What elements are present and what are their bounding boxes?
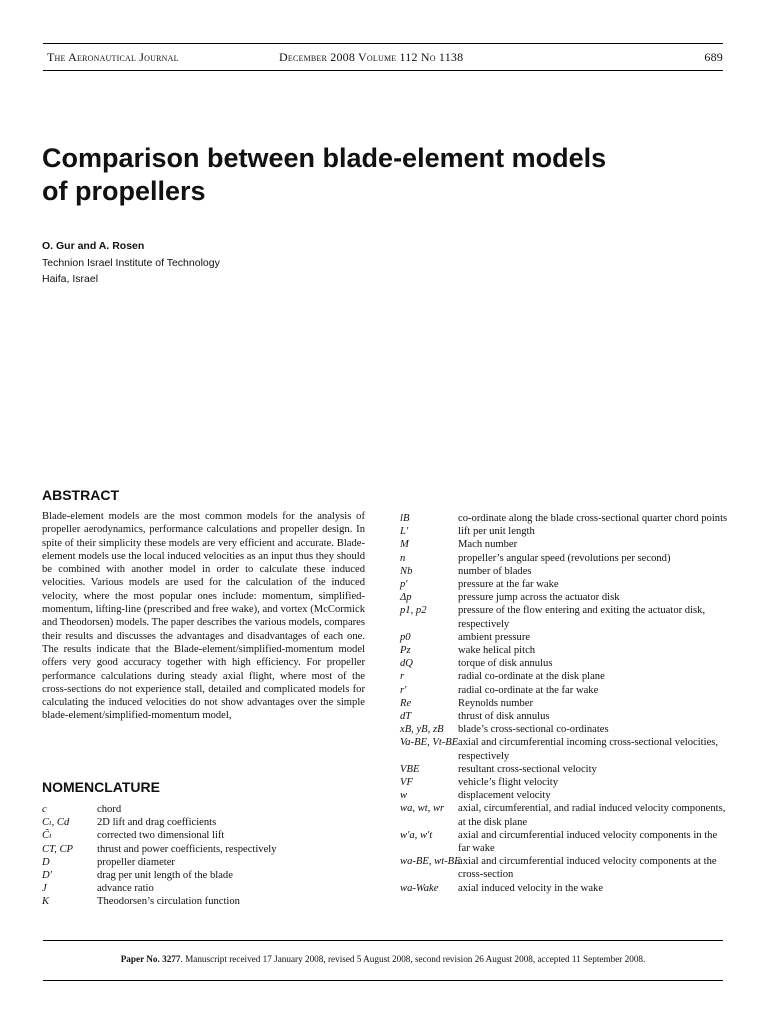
nomenclature-symbol: wa-BE, wt-BE (400, 856, 461, 868)
nomenclature-row (42, 816, 372, 829)
nomenclature-row (42, 803, 372, 816)
nomenclature-symbol: VBE (400, 763, 420, 775)
nomenclature-row (400, 631, 728, 644)
nomenclature-row (400, 538, 728, 551)
nomenclature-symbol: n (400, 552, 406, 564)
nomenclature-row (400, 776, 728, 789)
affiliation (42, 256, 220, 287)
nomenclature-row (400, 512, 728, 525)
nomenclature-row (400, 763, 728, 776)
nomenclature-definition: lift per unit length (458, 526, 535, 538)
nomenclature-definition: 2D lift and drag coefficients (97, 817, 217, 829)
paper-title-line: Comparison between blade-element models (42, 143, 607, 173)
header-bottom-rule (43, 70, 723, 71)
nomenclature-row (42, 869, 372, 882)
nomenclature-symbol: w′a, w′t (400, 829, 433, 841)
nomenclature-row (400, 882, 728, 895)
nomenclature-definition: displacement velocity (458, 790, 551, 802)
nomenclature-definition: Theodorsen’s circulation function (97, 896, 240, 908)
nomenclature-symbol: p1, p2 (400, 605, 427, 617)
running-header (43, 50, 723, 66)
nomenclature-symbol: Nb (400, 565, 413, 577)
nomenclature-row (400, 684, 728, 697)
authors: O. Gur and A. Rosen (42, 240, 145, 252)
nomenclature-row (400, 802, 728, 828)
nomenclature-symbol: wa-Wake (400, 882, 439, 894)
nomenclature-symbol: c (42, 804, 47, 815)
footnote-bottom-rule (43, 980, 723, 981)
nomenclature-definition: axial and circumferential incoming cross-sectional velocities, respectively (458, 737, 719, 762)
nomenclature-definition: vehicle’s flight velocity (458, 777, 559, 789)
nomenclature-heading: NOMENCLATURE (42, 779, 160, 795)
nomenclature-list-right (400, 512, 728, 895)
nomenclature-symbol: p0 (400, 631, 411, 643)
nomenclature-definition: blade’s cross-sectional co-ordinates (458, 724, 609, 736)
abstract-heading: ABSTRACT (42, 487, 119, 503)
paper-number: Paper No. 3277 (120, 954, 181, 964)
nomenclature-definition: thrust of disk annulus (458, 711, 550, 723)
nomenclature-row (400, 710, 728, 723)
nomenclature-symbol: Pz (400, 645, 411, 657)
paper-title (42, 142, 722, 208)
nomenclature-row (400, 670, 728, 683)
nomenclature-symbol: lB (400, 513, 410, 524)
nomenclature-symbol: r′ (400, 684, 407, 696)
nomenclature-row (400, 657, 728, 670)
nomenclature-definition: ambient pressure (458, 631, 531, 643)
nomenclature-row (400, 723, 728, 736)
nomenclature-symbol: xB, yB, zB (400, 724, 444, 736)
nomenclature-symbol: Va-BE, Vt-BE (400, 737, 459, 749)
nomenclature-row (400, 591, 728, 604)
nomenclature-row (400, 552, 728, 565)
nomenclature-symbol: wa, wt, wr (400, 803, 445, 815)
nomenclature-definition: propeller diameter (97, 856, 175, 868)
nomenclature-row (400, 565, 728, 578)
nomenclature-definition: co-ordinate along the blade cross-sectional quarter chord points (458, 513, 728, 524)
nomenclature-definition: Reynolds number (458, 697, 534, 709)
nomenclature-symbol: r (400, 671, 405, 683)
nomenclature-definition: axial and circumferential induced velocity components at the cross-section (458, 856, 717, 881)
affiliation-line: Technion Israel Institute of Technology (42, 257, 220, 269)
nomenclature-definition: resultant cross-sectional velocity (458, 763, 597, 775)
nomenclature-symbol: L′ (400, 526, 409, 538)
nomenclature-symbol: J (42, 883, 47, 895)
nomenclature-row (400, 789, 728, 802)
nomenclature-symbol: Δp (400, 592, 412, 604)
nomenclature-symbol: dT (400, 711, 412, 723)
nomenclature-definition: corrected two dimensional lift (97, 830, 225, 842)
nomenclature-definition: radial co-ordinate at the disk plane (458, 671, 605, 683)
nomenclature-definition: wake helical pitch (458, 645, 536, 657)
nomenclature-symbol: p′ (400, 579, 408, 591)
journal-name: The Aeronautical Journal (47, 50, 179, 64)
nomenclature-symbol: VF (400, 777, 413, 789)
nomenclature-symbol: dQ (400, 658, 413, 670)
nomenclature-row (400, 604, 728, 630)
nomenclature-row (400, 855, 728, 881)
nomenclature-symbol: CT, CP (42, 843, 74, 855)
paper-title-line: of propellers (42, 176, 206, 206)
nomenclature-definition: pressure at the far wake (458, 579, 559, 591)
nomenclature-symbol: D (42, 856, 50, 868)
nomenclature-definition: chord (97, 804, 122, 815)
nomenclature-definition: advance ratio (97, 883, 154, 895)
nomenclature-definition: thrust and power coefficients, respectively (97, 843, 277, 855)
nomenclature-row (400, 697, 728, 710)
nomenclature-definition: pressure jump across the actuator disk (458, 592, 620, 604)
nomenclature-row (400, 829, 728, 855)
nomenclature-symbol: M (400, 539, 409, 551)
nomenclature-definition: number of blades (458, 565, 532, 577)
page-number: 689 (704, 50, 723, 64)
nomenclature-definition: radial co-ordinate at the far wake (458, 684, 599, 696)
nomenclature-definition: Mach number (458, 539, 518, 551)
nomenclature-definition: pressure of the flow entering and exiting the actuator disk, respectively (458, 605, 706, 630)
footnote-top-rule (43, 940, 723, 941)
nomenclature-symbol: D′ (42, 870, 52, 882)
affiliation-line: Haifa, Israel (42, 272, 99, 285)
nomenclature-definition: axial induced velocity in the wake (458, 882, 604, 894)
nomenclature-row (42, 882, 372, 895)
nomenclature-symbol: Cₗ, Cd (42, 817, 70, 829)
nomenclature-definition: axial, circumferential, and radial induced velocity components, at the disk plane (458, 803, 726, 828)
nomenclature-symbol: K (42, 896, 50, 908)
nomenclature-definition: drag per unit length of the blade (97, 870, 233, 882)
nomenclature-row (400, 578, 728, 591)
header-top-rule (43, 43, 723, 44)
manuscript-dates: . Manuscript received 17 January 2008, revised 5 August 2008, second revision 26 August 2008, accepted 11 September 2008. (180, 954, 646, 964)
abstract-text: Blade-element models are the most common models for the analysis of propeller aerodynamics, performance calculations and propeller design. In spite of their simplicity these models are very efficient and accurate. Blade-element models use the local induced velocities as an input thus they should be combined with another model in order to calculate these induced velocities. Various models are used for the calculation of the induced velocity, where the most popular ones include: momentum, simplified-momentum, lifting-line (prescribed and free wake), and vortex (McCormick and Theodorsen) models. The paper describes the various models, compares their results and discusses the advantages and disadvantages of each one. The results indicate that the Blade-element/simplified-momentum model offers very good accuracy together with high efficiency. For propeller performance calculations during steady axial flight, where most of the cross-sections do not experience stall, detailed and complicated models for calculating the induced velocities do not show advantages over the simple blade-element/simplified-momentum model, (42, 511, 365, 722)
nomenclature-row (400, 644, 728, 657)
nomenclature-row (42, 843, 372, 856)
nomenclature-definition: axial and circumferential induced velocity components in the far wake (458, 829, 718, 855)
nomenclature-definition: torque of disk annulus (458, 658, 553, 670)
manuscript-footnote (43, 954, 723, 964)
nomenclature-definition: propeller’s angular speed (revolutions per second) (458, 552, 671, 564)
nomenclature-row (42, 856, 372, 869)
nomenclature-symbol: w (400, 790, 408, 802)
nomenclature-symbol: C̃ₗ (42, 830, 52, 842)
nomenclature-list-left (42, 803, 372, 909)
nomenclature-row (400, 736, 728, 762)
nomenclature-symbol: Re (400, 697, 412, 709)
issue-info: December 2008 Volume 112 No 1138 (279, 50, 464, 64)
nomenclature-row (400, 525, 728, 538)
nomenclature-row (42, 829, 372, 842)
nomenclature-row (42, 895, 372, 908)
